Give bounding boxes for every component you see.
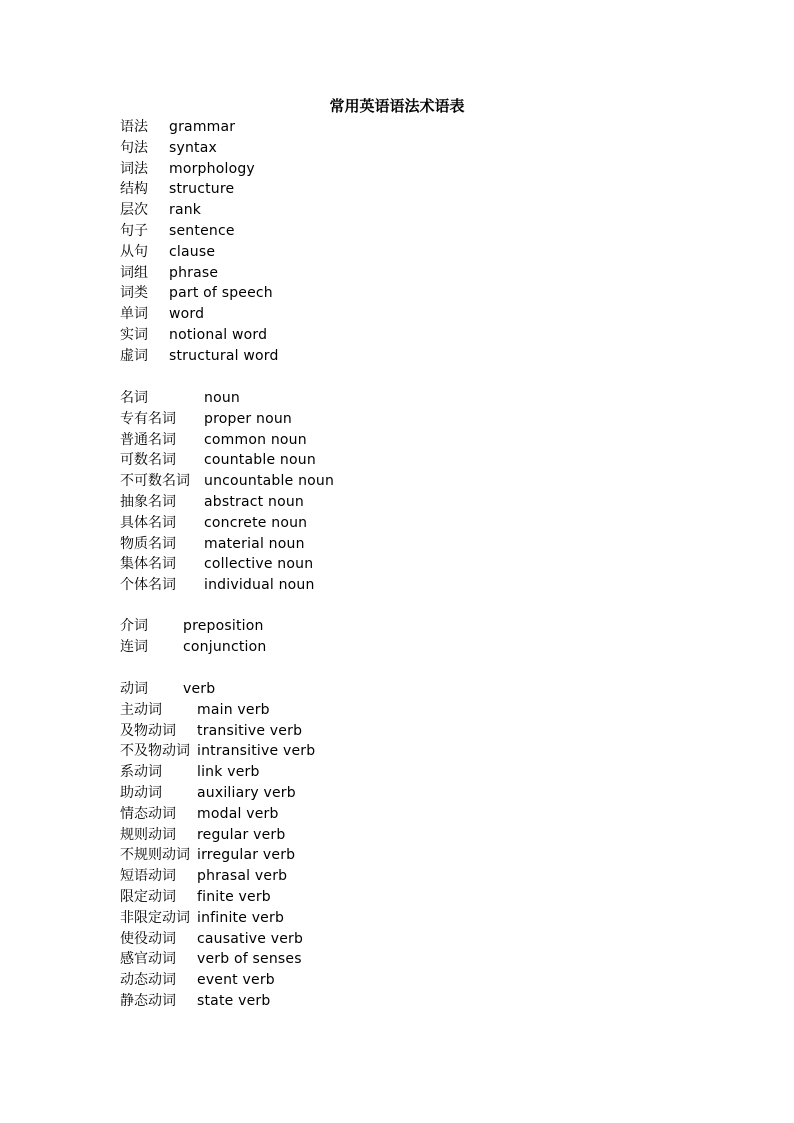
term-chinese: 具体名词 [120, 514, 176, 531]
term-english: conjunction [183, 638, 267, 655]
term-chinese: 语法 [120, 119, 148, 135]
term-english: concrete noun [204, 514, 308, 531]
term-english: material noun [204, 535, 305, 552]
general-terms-list [120, 117, 279, 367]
term-chinese: 词类 [120, 285, 148, 302]
term-chinese: 不规则动词 [120, 847, 190, 864]
term-row [120, 221, 279, 242]
term-row [120, 159, 279, 180]
term-row [120, 117, 279, 138]
term-row [120, 430, 334, 451]
term-english: noun [204, 390, 240, 406]
term-row [120, 887, 315, 908]
term-chinese: 及物动词 [120, 722, 176, 739]
term-english: link verb [197, 764, 260, 781]
term-chinese: 物质名词 [120, 535, 176, 552]
term-chinese: 名词 [120, 390, 148, 406]
term-row [120, 304, 279, 325]
term-english: part of speech [169, 285, 273, 302]
term-chinese: 词法 [120, 160, 148, 177]
term-english: finite verb [197, 888, 271, 905]
term-row [120, 616, 267, 637]
term-chinese: 规则动词 [120, 826, 176, 843]
term-chinese: 助动词 [120, 784, 162, 801]
term-row [120, 534, 334, 555]
term-english: state verb [197, 992, 271, 1009]
term-english: uncountable noun [204, 473, 335, 490]
term-row [120, 138, 279, 159]
term-english: notional word [169, 326, 268, 343]
term-chinese: 从句 [120, 243, 148, 260]
term-chinese: 非限定动词 [120, 909, 190, 926]
term-chinese: 句法 [120, 139, 148, 156]
term-english: causative verb [197, 930, 304, 947]
term-chinese: 可数名词 [120, 452, 176, 469]
term-chinese: 专有名词 [120, 410, 176, 427]
term-english: auxiliary verb [197, 784, 296, 801]
term-row [120, 575, 334, 596]
term-chinese: 主动词 [120, 701, 162, 718]
term-chinese: 短语动词 [120, 868, 176, 885]
term-chinese: 结构 [120, 181, 148, 198]
term-english: intransitive verb [197, 743, 316, 760]
term-english: preposition [183, 618, 264, 634]
term-row [120, 679, 315, 700]
noun-terms-list [120, 388, 334, 596]
term-english: main verb [197, 701, 270, 718]
term-row [120, 991, 315, 1012]
term-chinese: 限定动词 [120, 888, 176, 905]
term-english: event verb [197, 972, 275, 989]
term-english: transitive verb [197, 722, 303, 739]
term-row [120, 908, 315, 929]
term-chinese: 系动词 [120, 764, 162, 781]
term-row [120, 949, 315, 970]
term-english: common noun [204, 431, 307, 448]
term-row [120, 929, 315, 950]
verb-terms-list [120, 679, 315, 1012]
term-row [120, 970, 315, 991]
term-english: proper noun [204, 410, 292, 427]
term-english: structural word [169, 347, 279, 364]
page-title: 常用英语语法术语表 [329, 97, 465, 115]
term-row [120, 388, 334, 409]
term-english: verb [183, 681, 216, 697]
term-english: grammar [169, 119, 236, 135]
term-english: abstract noun [204, 493, 305, 510]
term-english: sentence [169, 222, 235, 239]
term-chinese: 句子 [120, 222, 148, 239]
term-english: phrase [169, 264, 219, 281]
term-chinese: 感官动词 [120, 951, 176, 968]
term-row [120, 700, 315, 721]
term-row [120, 554, 334, 575]
term-row [120, 325, 279, 346]
term-chinese: 层次 [120, 202, 148, 219]
term-english: collective noun [204, 556, 314, 573]
term-english: rank [169, 202, 202, 219]
term-row [120, 741, 315, 762]
term-chinese: 介词 [120, 618, 148, 634]
term-english: countable noun [204, 452, 316, 469]
term-chinese: 不及物动词 [120, 743, 190, 760]
term-row [120, 450, 334, 471]
term-chinese: 普通名词 [120, 431, 176, 448]
term-english: modal verb [197, 805, 279, 822]
term-row [120, 637, 267, 658]
term-english: irregular verb [197, 847, 296, 864]
term-english: infinite verb [197, 909, 285, 926]
term-chinese: 情态动词 [120, 805, 176, 822]
term-chinese: 动词 [120, 681, 148, 697]
term-english: morphology [169, 160, 255, 177]
term-chinese: 动态动词 [120, 972, 176, 989]
term-row [120, 409, 334, 430]
term-chinese: 使役动词 [120, 930, 176, 947]
term-row [120, 783, 315, 804]
term-row [120, 513, 334, 534]
term-english: regular verb [197, 826, 286, 843]
term-row [120, 200, 279, 221]
term-row [120, 242, 279, 263]
term-row [120, 825, 315, 846]
term-row [120, 804, 315, 825]
term-row [120, 721, 315, 742]
term-row [120, 346, 279, 367]
term-row [120, 762, 315, 783]
term-chinese: 抽象名词 [120, 493, 176, 510]
term-english: syntax [169, 139, 218, 156]
term-chinese: 实词 [120, 326, 148, 343]
term-row [120, 263, 279, 284]
term-row [120, 283, 279, 304]
preposition-conjunction-list [120, 616, 267, 658]
term-chinese: 连词 [120, 638, 148, 655]
term-chinese: 个体名词 [120, 577, 176, 594]
term-chinese: 不可数名词 [120, 473, 190, 490]
term-english: phrasal verb [197, 868, 288, 885]
term-english: verb of senses [197, 951, 302, 968]
term-chinese: 词组 [120, 264, 148, 281]
term-chinese: 虚词 [120, 347, 148, 364]
term-english: structure [169, 181, 235, 198]
term-row [120, 866, 315, 887]
term-row [120, 492, 334, 513]
term-english: individual noun [204, 577, 315, 594]
term-chinese: 静态动词 [120, 992, 176, 1009]
term-chinese: 集体名词 [120, 556, 176, 573]
term-row [120, 845, 315, 866]
term-chinese: 单词 [120, 306, 148, 323]
term-english: clause [169, 243, 216, 260]
term-row [120, 179, 279, 200]
term-row [120, 471, 334, 492]
term-english: word [169, 306, 205, 323]
